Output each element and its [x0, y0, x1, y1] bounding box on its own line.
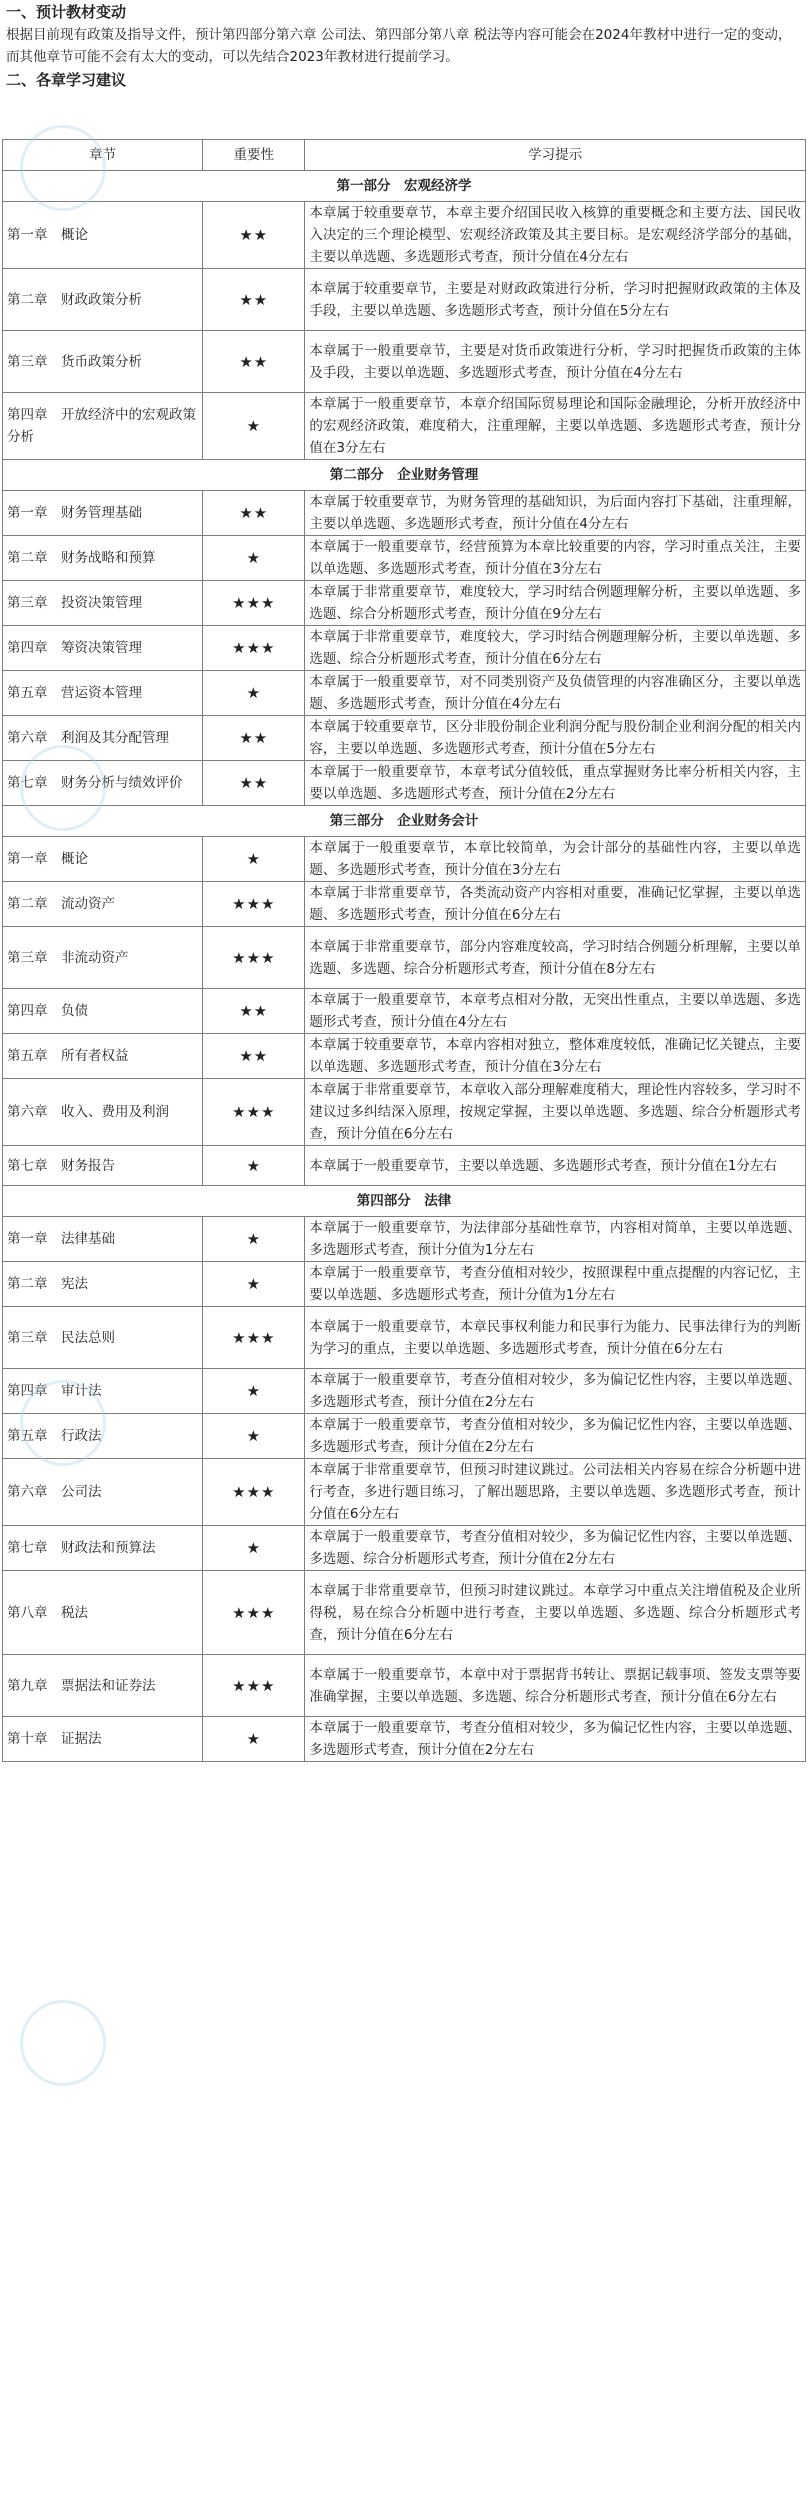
section-title: 第三部分 企业财务会计 [3, 806, 806, 837]
chapter-cell: 第七章 财务报告 [3, 1146, 203, 1186]
table-row [3, 1571, 806, 1655]
chapter-cell: 第九章 票据法和证券法 [3, 1655, 203, 1717]
importance-stars: ★★★ [203, 1307, 305, 1369]
importance-stars: ★★ [203, 989, 305, 1034]
section-title: 第四部分 法律 [3, 1186, 806, 1217]
chapter-cell: 第八章 税法 [3, 1571, 203, 1655]
chapter-cell: 第二章 流动资产 [3, 882, 203, 927]
importance-stars: ★ [203, 536, 305, 581]
importance-stars: ★★★ [203, 927, 305, 989]
intro-paragraph: 根据目前现有政策及指导文件，预计第四部分第六章 公司法、第四部分第八章 税法等内容可能会在2024年教材中进行一定的变动，而其他章节可能不会有太大的变动，可以先结合2023年教材进行提前学习。 [6, 27, 792, 65]
table-row [3, 1034, 806, 1079]
section-header-row [3, 1186, 806, 1217]
study-tip-cell: 本章属于一般重要章节，考查分值相对较少，多为偏记忆性内容，主要以单选题、多选题形式考查，预计分值在2分左右 [305, 1414, 806, 1459]
chapter-cell: 第一章 概论 [3, 837, 203, 882]
study-tip-cell: 本章属于一般重要章节，主要是对货币政策进行分析，学习时把握货币政策的主体及手段，主要以单选题、多选题形式考查，预计分值在4分左右 [305, 331, 806, 393]
study-tip-cell: 本章属于一般重要章节，本章介绍国际贸易理论和国际金融理论，分析开放经济中的宏观经济政策，难度稍大，注重理解，主要以单选题、多选题形式考查，预计分值在3分左右 [305, 393, 806, 460]
table-row [3, 1459, 806, 1526]
watermark-logo-icon [20, 2000, 106, 2086]
chapter-cell: 第二章 宪法 [3, 1262, 203, 1307]
importance-stars: ★ [203, 1217, 305, 1262]
heading-textbook-changes: 一、预计教材变动 [6, 3, 127, 21]
study-tip-cell: 本章属于一般重要章节，考查分值相对较少，按照课程中重点提醒的内容记忆，主要以单选题、多选题形式考查，预计分值为1分左右 [305, 1262, 806, 1307]
study-tip-cell: 本章属于非常重要章节，难度较大，学习时结合例题理解分析，主要以单选题、多选题、综合分析题形式考查，预计分值在6分左右 [305, 626, 806, 671]
header-tips: 学习提示 [305, 140, 806, 171]
table-row [3, 1717, 806, 1762]
table-row [3, 1526, 806, 1571]
importance-stars: ★ [203, 1146, 305, 1186]
study-tip-cell: 本章属于一般重要章节，本章考试分值较低，重点掌握财务比率分析相关内容，主要以单选题、多选题形式考查，预计分值在2分左右 [305, 761, 806, 806]
importance-stars: ★ [203, 837, 305, 882]
study-tip-cell: 本章属于较重要章节，本章内容相对独立，整体难度较低，准确记忆关键点，主要以单选题、多选题形式考查，预计分值在3分左右 [305, 1034, 806, 1079]
study-tip-cell: 本章属于一般重要章节，本章考点相对分散，无突出性重点，主要以单选题、多选题形式考查，预计分值在4分左右 [305, 989, 806, 1034]
chapter-cell: 第五章 营运资本管理 [3, 671, 203, 716]
table-row [3, 882, 806, 927]
chapter-cell: 第五章 所有者权益 [3, 1034, 203, 1079]
table-row [3, 1262, 806, 1307]
table-row [3, 1079, 806, 1146]
importance-stars: ★★ [203, 1034, 305, 1079]
chapter-cell: 第四章 开放经济中的宏观政策分析 [3, 393, 203, 460]
document-header [0, 0, 808, 92]
table-row [3, 1369, 806, 1414]
importance-stars: ★★★ [203, 1571, 305, 1655]
importance-stars: ★★★ [203, 626, 305, 671]
chapter-cell: 第五章 行政法 [3, 1414, 203, 1459]
table-body [3, 171, 806, 1762]
chapter-cell: 第四章 负债 [3, 989, 203, 1034]
importance-stars: ★★ [203, 331, 305, 393]
table-row [3, 626, 806, 671]
importance-stars: ★★★ [203, 1079, 305, 1146]
study-tip-cell: 本章属于一般重要章节，对不同类别资产及负债管理的内容准确区分，主要以单选题、多选题形式考查，预计分值在4分左右 [305, 671, 806, 716]
study-tip-cell: 本章属于较重要章节，区分非股份制企业利润分配与股份制企业利润分配的相关内容，主要以单选题、多选题形式考查，预计分值在5分左右 [305, 716, 806, 761]
chapter-cell: 第三章 非流动资产 [3, 927, 203, 989]
study-advice-table [2, 139, 806, 1762]
study-tip-cell: 本章属于非常重要章节，难度较大，学习时结合例题理解分析，主要以单选题、多选题、综合分析题形式考查，预计分值在9分左右 [305, 581, 806, 626]
section-header-row [3, 806, 806, 837]
chapter-cell: 第六章 利润及其分配管理 [3, 716, 203, 761]
chapter-cell: 第三章 投资决策管理 [3, 581, 203, 626]
importance-stars: ★★★ [203, 1459, 305, 1526]
chapter-cell: 第二章 财政政策分析 [3, 269, 203, 331]
chapter-cell: 第二章 财务战略和预算 [3, 536, 203, 581]
importance-stars: ★★★ [203, 581, 305, 626]
chapter-cell: 第四章 审计法 [3, 1369, 203, 1414]
table-row [3, 927, 806, 989]
header-importance: 重要性 [203, 140, 305, 171]
section-title: 第一部分 宏观经济学 [3, 171, 806, 202]
chapter-cell: 第三章 民法总则 [3, 1307, 203, 1369]
table-row [3, 1217, 806, 1262]
importance-stars: ★★★ [203, 1655, 305, 1717]
chapter-cell: 第一章 财务管理基础 [3, 491, 203, 536]
importance-stars: ★★★ [203, 882, 305, 927]
importance-stars: ★ [203, 671, 305, 716]
study-tip-cell: 本章属于一般重要章节，主要以单选题、多选题形式考查，预计分值在1分左右 [305, 1146, 806, 1186]
study-tip-cell: 本章属于一般重要章节，经营预算为本章比较重要的内容，学习时重点关注，主要以单选题、多选题形式考查，预计分值在3分左右 [305, 536, 806, 581]
study-tip-cell: 本章属于一般重要章节，为法律部分基础性章节，内容相对简单，主要以单选题、多选题形式考查，预计分值为1分左右 [305, 1217, 806, 1262]
section-header-row [3, 171, 806, 202]
table-row [3, 837, 806, 882]
study-tip-cell: 本章属于一般重要章节，本章民事权利能力和民事行为能力、民事法律行为的判断为学习的重点，主要以单选题、多选题形式考查，预计分值在6分左右 [305, 1307, 806, 1369]
study-tip-cell: 本章属于一般重要章节，本章中对于票据背书转让、票据记载事项、签发支票等要准确掌握，主要以单选题、多选题、综合分析题形式考查，预计分值在6分左右 [305, 1655, 806, 1717]
importance-stars: ★★ [203, 716, 305, 761]
chapter-cell: 第一章 概论 [3, 202, 203, 269]
section-header-row [3, 460, 806, 491]
chapter-cell: 第十章 证据法 [3, 1717, 203, 1762]
header-chapter: 章节 [3, 140, 203, 171]
table-row [3, 716, 806, 761]
table-row [3, 1655, 806, 1717]
table-row [3, 761, 806, 806]
chapter-cell: 第六章 收入、费用及利润 [3, 1079, 203, 1146]
study-tip-cell: 本章属于较重要章节，为财务管理的基础知识，为后面内容打下基础，注重理解，主要以单选题、多选题形式考查，预计分值在4分左右 [305, 491, 806, 536]
section-title: 第二部分 企业财务管理 [3, 460, 806, 491]
chapter-cell: 第四章 筹资决策管理 [3, 626, 203, 671]
table-row [3, 331, 806, 393]
study-tip-cell: 本章属于一般重要章节，考查分值相对较少，多为偏记忆性内容，主要以单选题、多选题、综合分析题形式考查，预计分值在2分左右 [305, 1526, 806, 1571]
study-tip-cell: 本章属于较重要章节，本章主要介绍国民收入核算的重要概念和主要方法、国民收入决定的三个理论模型、宏观经济政策及其主要目标。是宏观经济学部分的基础，主要以单选题、多选题形式考查，预计分值在4分左右 [305, 202, 806, 269]
study-tip-cell: 本章属于非常重要章节，各类流动资产内容相对重要，准确记忆掌握，主要以单选题、多选题形式考查，预计分值在6分左右 [305, 882, 806, 927]
study-tip-cell: 本章属于非常重要章节，但预习时建议跳过。本章学习中重点关注增值税及企业所得税，易在综合分析题中进行考查，主要以单选题、多选题、综合分析题形式考查，预计分值在6分左右 [305, 1571, 806, 1655]
study-tip-cell: 本章属于一般重要章节，考查分值相对较少，多为偏记忆性内容，主要以单选题、多选题形式考查，预计分值在2分左右 [305, 1369, 806, 1414]
heading-chapter-advice: 二、各章学习建议 [6, 71, 127, 89]
table-row [3, 989, 806, 1034]
importance-stars: ★ [203, 1526, 305, 1571]
table-row [3, 1307, 806, 1369]
chapter-cell: 第三章 货币政策分析 [3, 331, 203, 393]
study-tip-cell: 本章属于一般重要章节，本章比较简单，为会计部分的基础性内容，主要以单选题、多选题形式考查，预计分值在3分左右 [305, 837, 806, 882]
table-row [3, 581, 806, 626]
importance-stars: ★ [203, 1717, 305, 1762]
importance-stars: ★ [203, 1369, 305, 1414]
chapter-cell: 第一章 法律基础 [3, 1217, 203, 1262]
importance-stars: ★★ [203, 491, 305, 536]
table-row [3, 491, 806, 536]
table-row [3, 393, 806, 460]
importance-stars: ★★ [203, 761, 305, 806]
importance-stars: ★ [203, 1262, 305, 1307]
importance-stars: ★★ [203, 202, 305, 269]
importance-stars: ★ [203, 1414, 305, 1459]
table-row [3, 536, 806, 581]
table-row [3, 671, 806, 716]
table-header-row [3, 140, 806, 171]
study-tip-cell: 本章属于一般重要章节，考查分值相对较少，多为偏记忆性内容，主要以单选题、多选题形式考查，预计分值在2分左右 [305, 1717, 806, 1762]
study-tip-cell: 本章属于较重要章节，主要是对财政政策进行分析，学习时把握财政政策的主体及手段，主要以单选题、多选题形式考查，预计分值在5分左右 [305, 269, 806, 331]
table-row [3, 1414, 806, 1459]
study-tip-cell: 本章属于非常重要章节，部分内容难度较高，学习时结合例题分析理解，主要以单选题、多选题、综合分析题形式考查，预计分值在8分左右 [305, 927, 806, 989]
table-row [3, 202, 806, 269]
importance-stars: ★★ [203, 269, 305, 331]
chapter-cell: 第七章 财务分析与绩效评价 [3, 761, 203, 806]
table-row [3, 1146, 806, 1186]
importance-stars: ★ [203, 393, 305, 460]
chapter-cell: 第七章 财政法和预算法 [3, 1526, 203, 1571]
table-row [3, 269, 806, 331]
study-tip-cell: 本章属于非常重要章节，本章收入部分理解难度稍大，理论性内容较多，学习时不建议过多纠结深入原理，按规定掌握，主要以单选题、多选题、综合分析题形式考查，预计分值在6分左右 [305, 1079, 806, 1146]
study-tip-cell: 本章属于非常重要章节，但预习时建议跳过。公司法相关内容易在综合分析题中进行考查，多进行题目练习，了解出题思路，主要以单选题、多选题形式考查，预计分值在6分左右 [305, 1459, 806, 1526]
chapter-cell: 第六章 公司法 [3, 1459, 203, 1526]
